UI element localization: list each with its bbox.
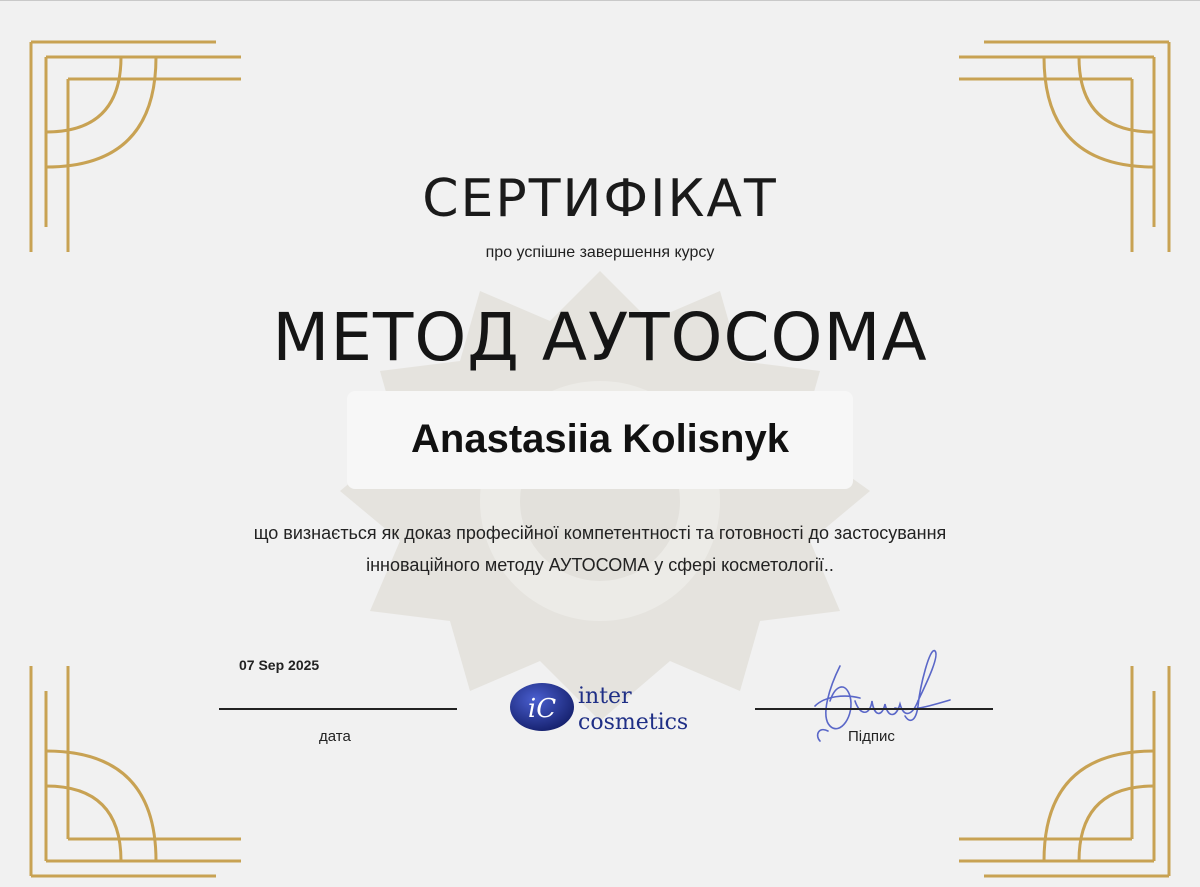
- course-name: МЕТОД АУТОСОМА: [272, 299, 928, 376]
- description-line-1: що визнається як доказ професійної компетентності та готовності до застосування: [253, 523, 947, 543]
- corner-ornament-bottom-left: [26, 661, 246, 881]
- date-label: дата: [319, 728, 351, 745]
- logo-word-cosmetics: cosmetics: [578, 710, 689, 735]
- logo-mark: iC: [527, 694, 557, 724]
- date-line: [219, 708, 457, 710]
- intercosmetics-logo: [508, 677, 728, 739]
- certificate-title: СЕРТИФІКАТ: [422, 169, 778, 229]
- signature-line: [755, 708, 993, 710]
- description-line-2: інноваційного методу АУТОСОМА у сфері косметології..: [366, 555, 834, 575]
- date-value: 07 Sep 2025: [239, 657, 320, 673]
- corner-ornament-bottom-right: [954, 661, 1174, 881]
- recipient-name: Anastasiia Kolisnyk: [411, 417, 789, 461]
- signature-label: Підпис: [848, 728, 895, 745]
- certificate-subtitle: про успішне завершення курсу: [485, 244, 715, 261]
- certificate-description: [0, 517, 1200, 581]
- logo-word-inter: inter: [578, 684, 632, 709]
